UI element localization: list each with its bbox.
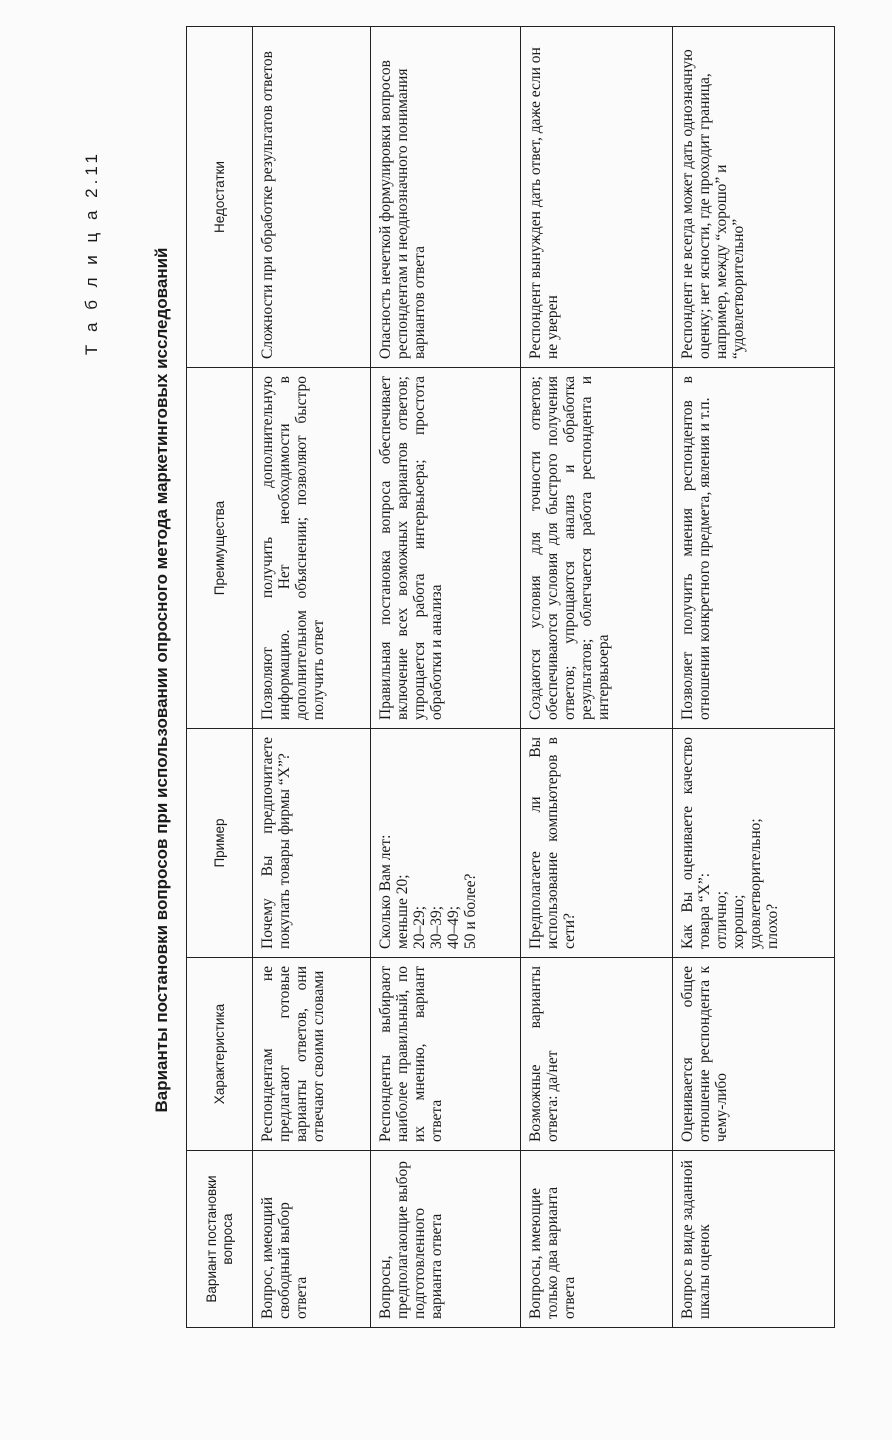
table-title: Варианты постановки вопросов при использовании опросного метода маркетинговых исследований <box>152 247 171 1113</box>
cell-disadvantages: Респондент вынужден дать ответ, даже если он не уверен <box>521 27 673 368</box>
header-advantages: Преимущества <box>187 368 253 729</box>
cell-advantages: Создаются условия для точности ответов; обеспечиваются условия для быстрого получения ответов; упрощаются анализ и обработка результатов; облегчается работа респондента и интервьюера <box>521 368 673 729</box>
cell-advantages: Правильная постановка вопроса обеспечивает включение всех возможных вариантов ответов; упрощается работа интервьюера; простота обработки и анализа <box>371 368 521 729</box>
cell-example: Почему Вы предпочитаете покупать товары фирмы “X”? <box>253 729 371 958</box>
table-number-label: Т а б л и ц а 2.11 <box>82 150 101 356</box>
table-row <box>521 27 673 1328</box>
cell-advantages: Позволяет получить мнения респондентов в отношении конкретного предмета, явления и т.п. <box>673 368 835 729</box>
cell-disadvantages: Сложности при обработке результатов ответов <box>253 27 371 368</box>
cell-characteristic: Респондентам не предлагают готовые варианты ответов, они отвечают своими словами <box>253 958 371 1151</box>
header-example: Пример <box>187 729 253 958</box>
cell-disadvantages: Респондент не всегда может дать однозначную оценку; нет ясности, где проходит граница, например, между “хорошо” и “удовлетворительно” <box>673 27 835 368</box>
table-row <box>253 27 371 1328</box>
cell-variant: Вопрос, имеющий свободный выбор ответа <box>253 1151 371 1328</box>
data-table <box>186 26 835 1328</box>
cell-characteristic: Оценивается общее отношение респондента к чему-либо <box>673 958 835 1151</box>
cell-variant: Вопрос в виде заданной шкалы оценок <box>673 1151 835 1328</box>
cell-example: Предполагаете ли Вы использование компьютеров в сети? <box>521 729 673 958</box>
cell-disadvantages: Опасность нечеткой формулировки вопросов респондентам и неоднозначного понимания вариантов ответа <box>371 27 521 368</box>
cell-characteristic: Респонденты выбирают наиболее правильный, по их мнению, вариант ответа <box>371 958 521 1151</box>
cell-variant: Вопросы, имеющие только два варианта ответа <box>521 1151 673 1328</box>
cell-example: Сколько Вам лет: меньше 20; 20–29; 30–39; 40–49; 50 и более? <box>371 729 521 958</box>
table-row <box>673 27 835 1328</box>
cell-variant: Вопросы, предполагающие выбор подготовленного варианта ответа <box>371 1151 521 1328</box>
header-disadvantages: Недостатки <box>187 27 253 368</box>
table-header-row <box>187 27 253 1328</box>
cell-characteristic: Возможные варианты ответа: да/нет <box>521 958 673 1151</box>
header-variant: Вариант постановки вопроса <box>187 1151 253 1328</box>
cell-advantages: Позволяют получить дополнительную информацию. Нет необходимости в дополнительном объяснении; позволяют быстро получить ответ <box>253 368 371 729</box>
cell-example: Как Вы оцениваете качество товара “X”: отлично; хорошо; удовлетворительно; плохо? <box>673 729 835 958</box>
header-characteristic: Характеристика <box>187 958 253 1151</box>
table-row <box>371 27 521 1328</box>
